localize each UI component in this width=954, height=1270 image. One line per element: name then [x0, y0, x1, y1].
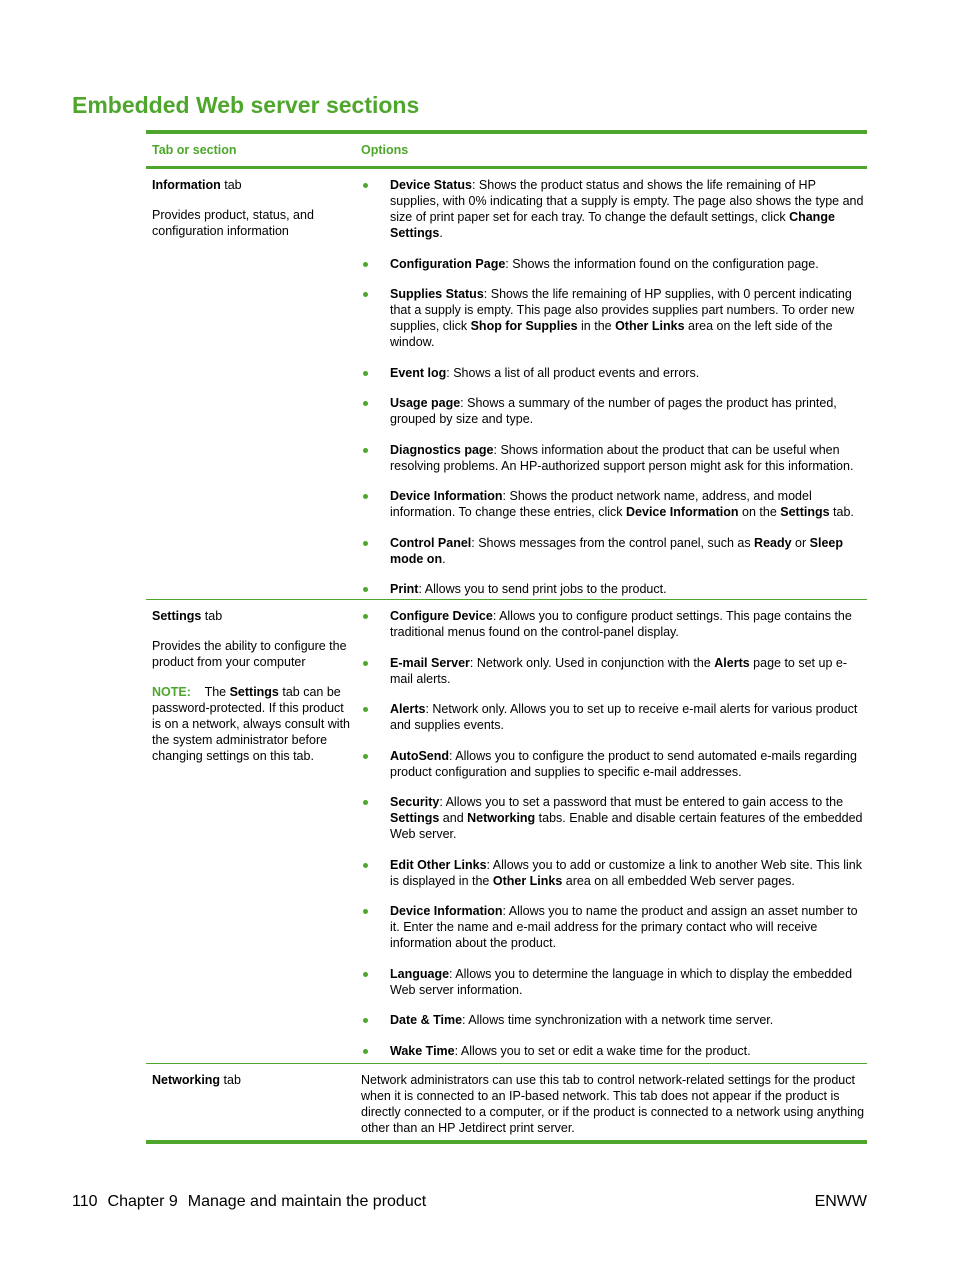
bullet-icon [363, 587, 368, 592]
option-item: Event log: Shows a list of all product events and errors. [361, 365, 867, 381]
table-header [146, 134, 867, 166]
header-tab-or-section: Tab or section [152, 143, 237, 157]
bullet-icon [363, 494, 368, 499]
tab-name: Settings tab [152, 609, 223, 623]
tab-name: Networking tab [152, 1073, 241, 1087]
option-item: Device Information: Shows the product network name, address, and model information. To change these entries, click Device Information on the Settings tab. [361, 488, 867, 520]
option-item: Security: Allows you to set a password that must be entered to gain access to the Settings and Networking tabs. Enable and disable certain features of the embedded Web server. [361, 794, 867, 842]
option-item: Alerts: Network only. Allows you to set up to receive e-mail alerts for various product and supplies events. [361, 701, 867, 733]
bullet-icon [363, 1018, 368, 1023]
bullet-icon [363, 863, 368, 868]
table-row-information [146, 169, 867, 599]
option-item: Date & Time: Allows time synchronization with a network time server. [361, 1012, 867, 1028]
bullet-icon [363, 909, 368, 914]
option-item: Configure Device: Allows you to configure product settings. This page contains the traditional menus found on the control-panel display. [361, 608, 867, 640]
option-item: Wake Time: Allows you to set or edit a wake time for the product. [361, 1043, 867, 1059]
option-item: Edit Other Links: Allows you to add or customize a link to another Web site. This link is displayed in the Other Links area on all embedded Web server pages. [361, 857, 867, 889]
option-item: Configuration Page: Shows the information found on the configuration page. [361, 256, 867, 272]
table-bottom-rule [146, 1140, 867, 1144]
chapter-label: Chapter 9 [107, 1193, 178, 1210]
option-item: AutoSend: Allows you to configure the product to send automated e-mails regarding product configuration and supplies to specific e-mail addresses. [361, 748, 867, 780]
table-row-settings [146, 600, 867, 1063]
bullet-icon [363, 614, 368, 619]
bullet-icon [363, 401, 368, 406]
tab-name: Information tab [152, 178, 242, 192]
table-row-networking [146, 1064, 867, 1140]
option-item: E-mail Server: Network only. Used in conjunction with the Alerts page to set up e-mail alerts. [361, 655, 867, 687]
bullet-icon [363, 183, 368, 188]
note-text: The Settings tab can be password-protected. If this product is on a network, always consult with the system administrator before changing settings on this tab. [152, 685, 351, 763]
options-cell [355, 1064, 867, 1140]
bullet-icon [363, 371, 368, 376]
option-item: Language: Allows you to determine the language in which to display the embedded Web server information. [361, 966, 867, 998]
bullet-icon [363, 262, 368, 267]
options-list [361, 177, 867, 597]
footer-right-label: ENWW [814, 1193, 867, 1210]
note [152, 684, 355, 764]
bullet-icon [363, 1049, 368, 1054]
tab-cell [146, 169, 355, 599]
tab-cell [146, 1064, 355, 1140]
page-number: 110 [72, 1193, 98, 1210]
bullet-icon [363, 707, 368, 712]
tab-cell [146, 600, 355, 1063]
bullet-icon [363, 754, 368, 759]
bullet-icon [363, 661, 368, 666]
tab-description: Provides product, status, and configuration information [152, 208, 314, 238]
option-item: Device Status: Shows the product status and shows the life remaining of HP supplies, with 0% indicating that a supply is empty. The page also shows the type and size of print paper set for each tray. To change the default settings, click Change Settings. [361, 177, 867, 241]
tab-description: Provides the ability to configure the product from your computer [152, 639, 347, 669]
page-footer [72, 1193, 867, 1211]
bullet-icon [363, 800, 368, 805]
option-item: Print: Allows you to send print jobs to the product. [361, 581, 867, 597]
chapter-title: Manage and maintain the product [187, 1193, 427, 1210]
sections-table [146, 130, 867, 1144]
option-item: Usage page: Shows a summary of the number of pages the product has printed, grouped by size and type. [361, 395, 867, 427]
page-title: Embedded Web server sections [72, 92, 420, 118]
bullet-icon [363, 292, 368, 297]
option-item: Diagnostics page: Shows information about the product that can be useful when resolving problems. An HP-authorized support person might ask for this information. [361, 442, 867, 474]
bullet-icon [363, 972, 368, 977]
options-list [361, 608, 867, 1059]
options-cell [355, 600, 867, 1063]
options-cell [355, 169, 867, 599]
option-item: Supplies Status: Shows the life remaining of HP supplies, with 0 percent indicating that a supply is empty. This page also provides supplies part numbers. To order new supplies, click Shop for Supplies in the Other Links area on the left side of the window. [361, 286, 867, 350]
header-options: Options [361, 143, 409, 157]
note-label: NOTE: [152, 685, 191, 699]
option-item: Device Information: Allows you to name the product and assign an asset number to it. Enter the name and e-mail address for the primary contact who will receive information about the product. [361, 903, 867, 951]
bullet-icon [363, 448, 368, 453]
bullet-icon [363, 541, 368, 546]
networking-text: Network administrators can use this tab to control network-related settings for the product when it is connected to an IP-based network. This tab does not appear if the product is directly connected to a computer, or if the product is connected to a network using anything other than an HP Jetdirect print server. [361, 1073, 865, 1135]
option-item: Control Panel: Shows messages from the control panel, such as Ready or Sleep mode on. [361, 535, 867, 567]
